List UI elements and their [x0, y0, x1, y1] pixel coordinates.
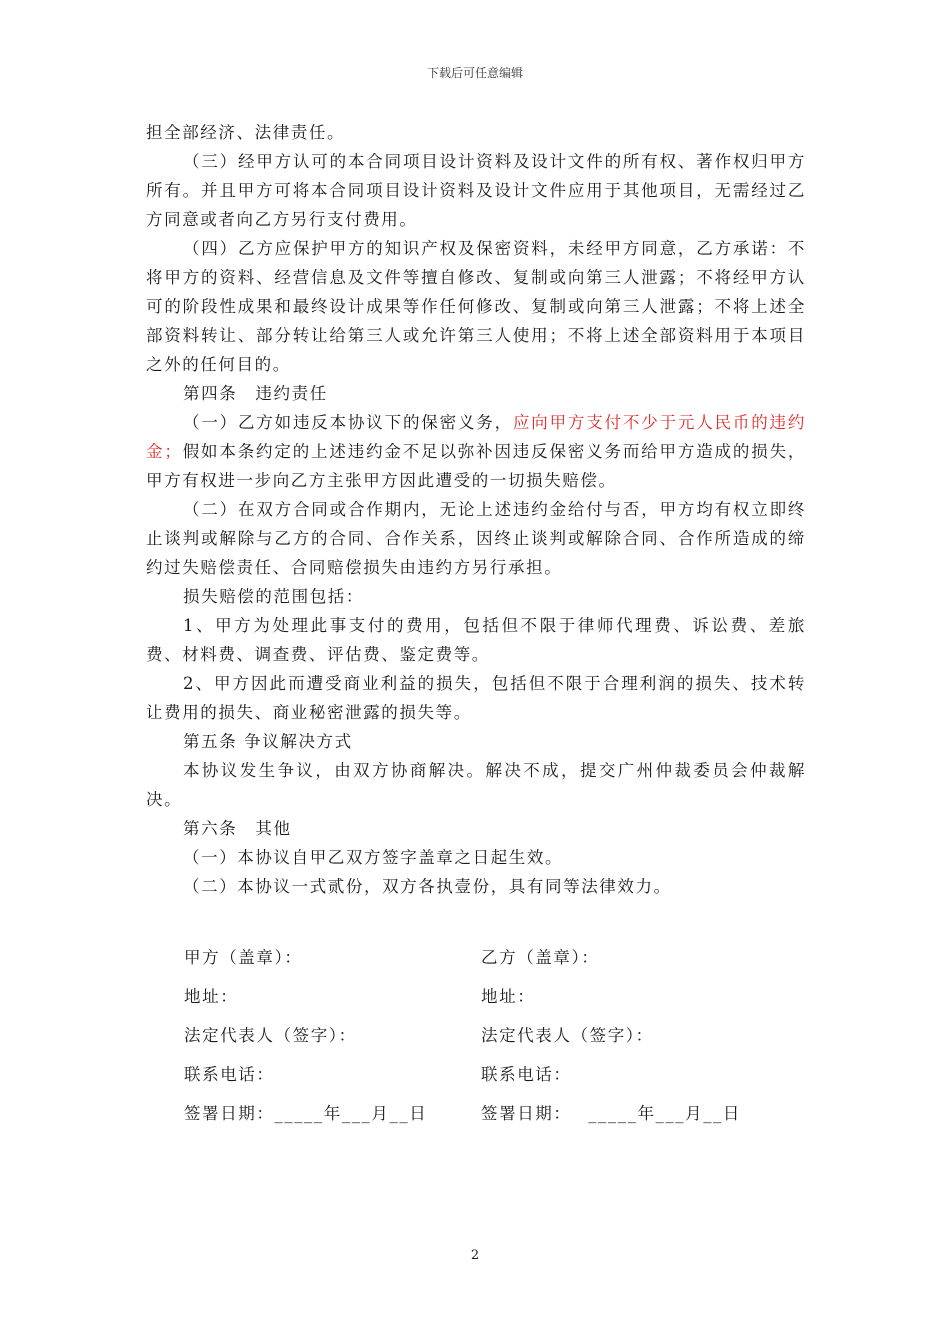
paragraph-continuation: 担全部经济、法律责任。 — [146, 123, 346, 142]
penalty-text-post: 假如本条约定的上述违约金不足以弥补因违反保密义务而给甲方造成的损失，甲方有权进一步向乙方主张甲方因此遭受的一切损失赔偿。 — [146, 442, 807, 490]
party-a-address: 地址： — [184, 987, 239, 1006]
party-b-phone: 联系电话： — [481, 1065, 572, 1084]
paragraph-termination: （二）在双方合同或合作期内，无论上述违约金给付与否，甲方均有权立即终止谈判或解除与乙方的合同、合作关系，因终止谈判或解除合同、合作所造成的缔约过失赔偿责任、合同赔偿损失由违约方另行承担。 — [146, 500, 806, 577]
paragraph-clause-3: （三）经甲方认可的本合同项目设计资料及设计文件的所有权、著作权归甲方所有。并且甲方可将本合同项目设计资料及设计文件应用于其他项目，无需经过乙方同意或者向乙方另行支付费用。 — [146, 152, 806, 229]
page-header-note: 下载后可任意编辑 — [426, 66, 523, 80]
party-b-date: 签署日期： _____年___月__日 — [481, 1104, 741, 1123]
party-a-seal: 甲方（盖章）： — [184, 948, 303, 967]
paragraph-damages-2: 2、甲方因此而遭受商业利益的损失，包括但不限于合理利润的损失、技术转让费用的损失、商业秘密泄露的损失等。 — [146, 674, 806, 722]
party-b-seal: 乙方（盖章）： — [481, 948, 600, 967]
paragraph-damages-scope: 损失赔偿的范围包括： — [183, 587, 364, 606]
penalty-amount-highlight: 应向甲方支付不少于元人民币的违约金； — [146, 413, 806, 461]
article-4-heading: 第四条 违约责任 — [183, 384, 328, 403]
paragraph-damages-1: 1、甲方为处理此事支付的费用，包括但不限于律师代理费、诉讼费、差旅费、材料费、调查费、评估费、鉴定费等。 — [146, 616, 806, 664]
paragraph-dispute: 本协议发生争议，由双方协商解决。解决不成，提交广州仲裁委员会仲裁解决。 — [146, 761, 806, 809]
paragraph-clause-4: （四）乙方应保护甲方的知识产权及保密资料，未经甲方同意，乙方承诺：不将甲方的资料、经营信息及文件等擅自修改、复制或向第三人泄露；不将经甲方认可的阶段性成果和最终设计成果等作任何修改、复制或向第三人泄露；不将上述全部资料转让、部分转让给第三人或允许第三人使用；不将上述全部资料用于本项目之外的任何目的。 — [146, 239, 806, 374]
paragraph-effective: （一）本协议自甲乙双方签字盖章之日起生效。 — [183, 848, 564, 867]
article-5-heading: 第五条 争议解决方式 — [183, 732, 353, 751]
party-a-representative: 法定代表人（签字）： — [184, 1026, 357, 1045]
party-a-date: 签署日期：_____年___月__日 — [184, 1104, 428, 1123]
page-number: 2 — [470, 1248, 480, 1263]
document-body — [146, 118, 806, 901]
party-a-phone: 联系电话： — [184, 1065, 275, 1084]
article-6-heading: 第六条 其他 — [183, 819, 292, 838]
party-b-address: 地址： — [481, 987, 536, 1006]
penalty-text-pre: （一）乙方如违反本协议下的保密义务， — [183, 413, 513, 432]
party-b-representative: 法定代表人（签字）： — [481, 1026, 654, 1045]
paragraph-copies: （二）本协议一式贰份，双方各执壹份，具有同等法律效力。 — [183, 877, 672, 896]
paragraph-penalty — [146, 408, 806, 495]
